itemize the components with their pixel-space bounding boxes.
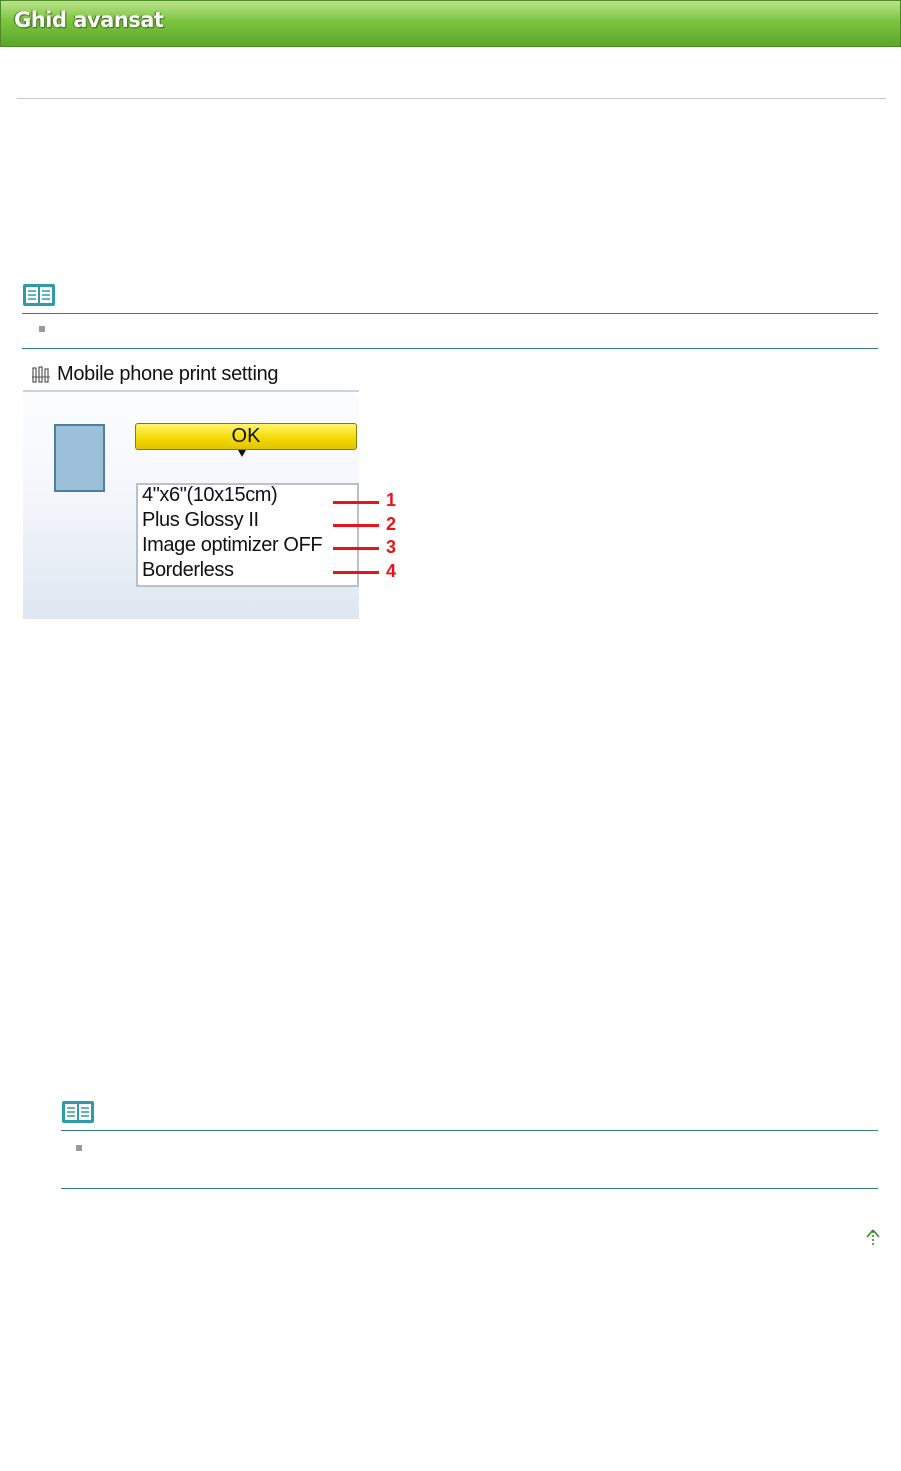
- callout-number-1: 1: [386, 490, 397, 510]
- back-to-top-icon[interactable]: [864, 1228, 882, 1248]
- note-book-icon: [22, 283, 56, 307]
- settings-list: [136, 483, 359, 587]
- note-divider: [22, 313, 878, 314]
- page-header: [0, 0, 901, 47]
- callout-number-2: 2: [386, 514, 397, 534]
- callout-number-4: 4: [386, 561, 397, 581]
- paper-preview: [54, 424, 105, 492]
- note-divider: [61, 1130, 878, 1131]
- callout-line-1: [333, 501, 379, 504]
- setting-page-size: 4"x6"(10x15cm): [142, 484, 278, 506]
- ok-button[interactable]: OK: [135, 423, 357, 450]
- callout-line-3: [333, 547, 379, 550]
- callout-line-4: [333, 571, 379, 574]
- note-book-icon: [61, 1100, 95, 1124]
- note-bullet: [76, 1145, 82, 1151]
- setting-media-type: Plus Glossy II: [142, 509, 259, 531]
- callout-number-3: 3: [386, 537, 397, 557]
- setting-border: Borderless: [142, 559, 234, 581]
- note-divider: [22, 348, 878, 349]
- header-title: Ghid avansat: [14, 8, 164, 32]
- note-divider: [61, 1188, 878, 1189]
- callout-line-2: [333, 524, 379, 527]
- lcd-screen-illustration: [23, 360, 359, 619]
- setting-image-optimizer: Image optimizer OFF: [142, 534, 323, 556]
- lcd-title-bar: [23, 360, 359, 392]
- down-arrow-icon: [238, 450, 246, 457]
- note-bullet: [39, 326, 45, 332]
- settings-tools-icon: [31, 366, 51, 384]
- top-divider: [17, 98, 886, 99]
- lcd-title: Mobile phone print setting: [57, 363, 279, 385]
